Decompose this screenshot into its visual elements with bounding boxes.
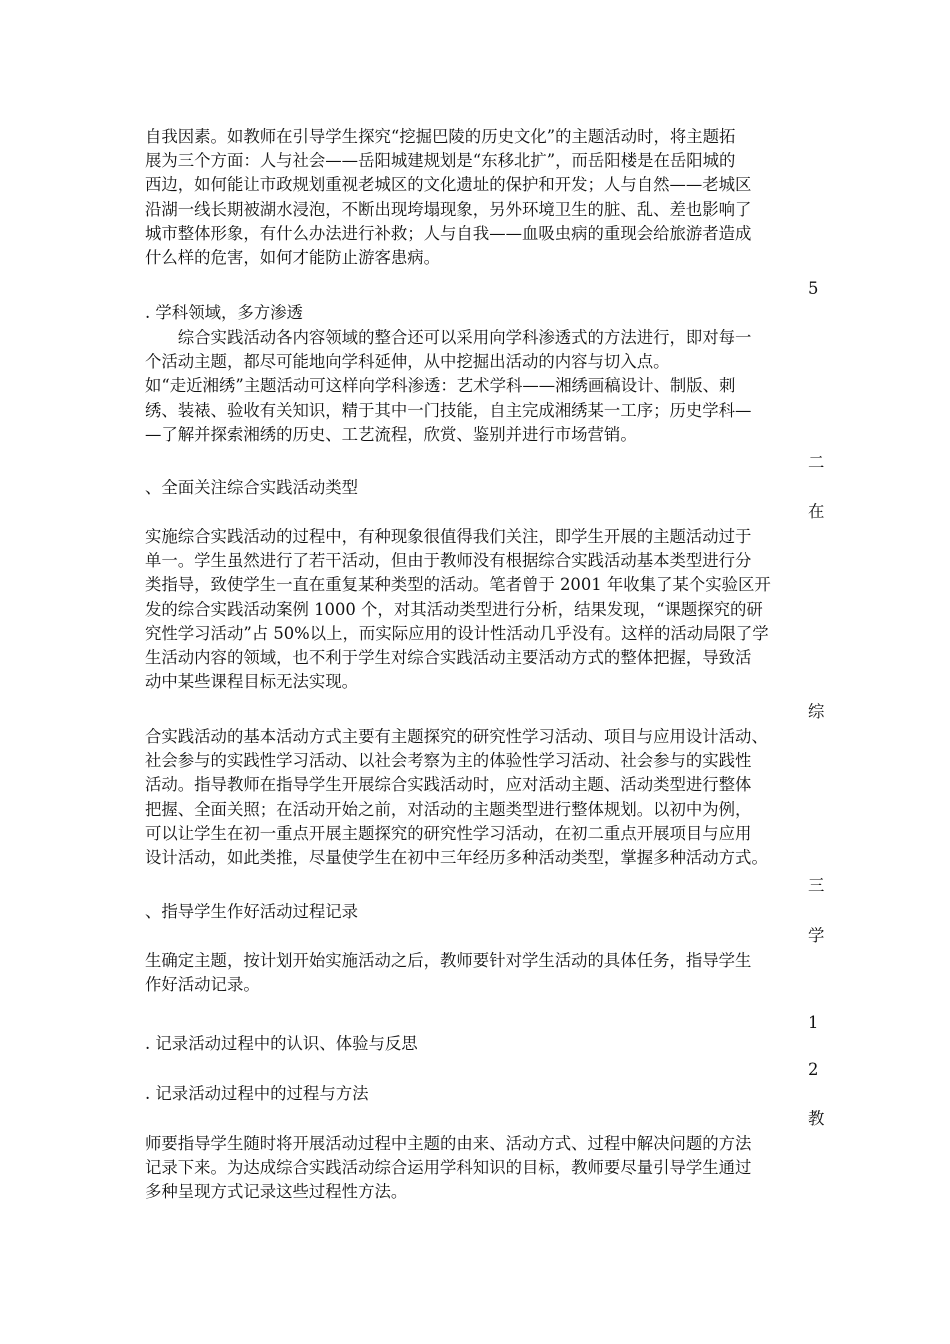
- heading-record-methods: . 记录活动过程中的过程与方法: [145, 1084, 369, 1103]
- margin-number-5: 5: [808, 279, 819, 298]
- paragraph-subject-penetration: 综合实践活动各内容领域的整合还可以采用向学科渗透式的方法进行，即对每一 个活动主题，都尽可能地向学科延伸，从中挖掘出活动的内容与切入点。 如“走近湘绣”主题活动可这样向学科渗透：艺术学科——湘绣画稿设计、制版、刺 绣、装裱、验收有关知识，精于其中一门技能，自主完成湘绣某一工序；历史学科— —了解并探索湘绣的历史、工艺流程，欣赏、鉴别并进行市场营销。: [145, 328, 752, 444]
- margin-char-san: 三: [808, 876, 825, 895]
- margin-number-1: 1: [808, 1013, 819, 1032]
- paragraph-activity-types-guidance: 合实践活动的基本活动方式主要有主题探究的研究性学习活动、项目与应用设计活动、 社会参与的实践性学习活动、以社会考察为主的体验性学习活动、社会参与的实践性 活动。指导教师在指导学生开展综合实践活动时，应对活动主题、活动类型进行整体 把握、全面关照；在活动开始之前，对活动的主题类型进行整体规划。以初中为例， 可以让学生在初一重点开展主题探究的研究性学习活动，在初二重点开展项目与应用 设计活动，如此类推，尽量使学生在初中三年经历多种活动类型，掌握多种活动方式。: [145, 727, 768, 868]
- paragraph-activity-types-problem: 实施综合实践活动的过程中，有种现象很值得我们关注，即学生开展的主题活动过于 单一。学生虽然进行了若干活动，但由于教师没有根据综合实践活动基本类型进行分 类指导，致使学生一直在重复某种类型的活动。笔者曾于 2001 年收集了某个实验区开 发的综合实践活动案例 1000 个，对其活动类型进行分析，结果发现，“课题探究的研 究性学习活动”占 50%以上，而实际应用的设计性活动几乎没有。这样的活动局限了学 生活动内容的领域，也不利于学生对综合实践活动主要活动方式的整体把握，导致活 动中某些课程目标无法实现。: [145, 527, 771, 692]
- margin-char-zai: 在: [808, 502, 825, 521]
- heading-subject-penetration: . 学科领域，多方渗透: [145, 303, 303, 322]
- paragraph-self-factors: 自我因素。如教师在引导学生探究“挖掘巴陵的历史文化”的主题活动时，将主题拓 展为三个方面：人与社会——岳阳城建规划是“东移北扩”，而岳阳楼是在岳阳城的 西边，如何能让市政规划重视老城区的文化遗址的保护和开发；人与自然——老城区 沿湖一线长期被湖水浸泡，不断出现垮塌现象，另外环境卫生的脏、乱、差也影响了 城市整体形象，有什么办法进行补救；人与自我——血吸虫病的重现会给旅游者造成 什么样的危害，如何才能防止游客患病。: [145, 127, 752, 268]
- margin-char-zong: 综: [808, 702, 825, 721]
- paragraph-record-methods: 师要指导学生随时将开展活动过程中主题的由来、活动方式、过程中解决问题的方法 记录下来。为达成综合实践活动综合运用学科知识的目标，教师要尽量引导学生通过 多种呈现方式记录这些过程性方法。: [145, 1134, 752, 1202]
- margin-char-er: 二: [808, 453, 825, 472]
- heading-activity-types: 、全面关注综合实践活动类型: [145, 478, 359, 497]
- paragraph-activity-records: 生确定主题，按计划开始实施活动之后，教师要针对学生活动的具体任务，指导学生 作好活动记录。: [145, 951, 752, 995]
- margin-number-2: 2: [808, 1060, 819, 1079]
- heading-record-reflection: . 记录活动过程中的认识、体验与反思: [145, 1034, 418, 1053]
- margin-char-jiao: 教: [808, 1109, 825, 1128]
- margin-char-xue: 学: [808, 926, 825, 945]
- heading-activity-records: 、指导学生作好活动过程记录: [145, 902, 359, 921]
